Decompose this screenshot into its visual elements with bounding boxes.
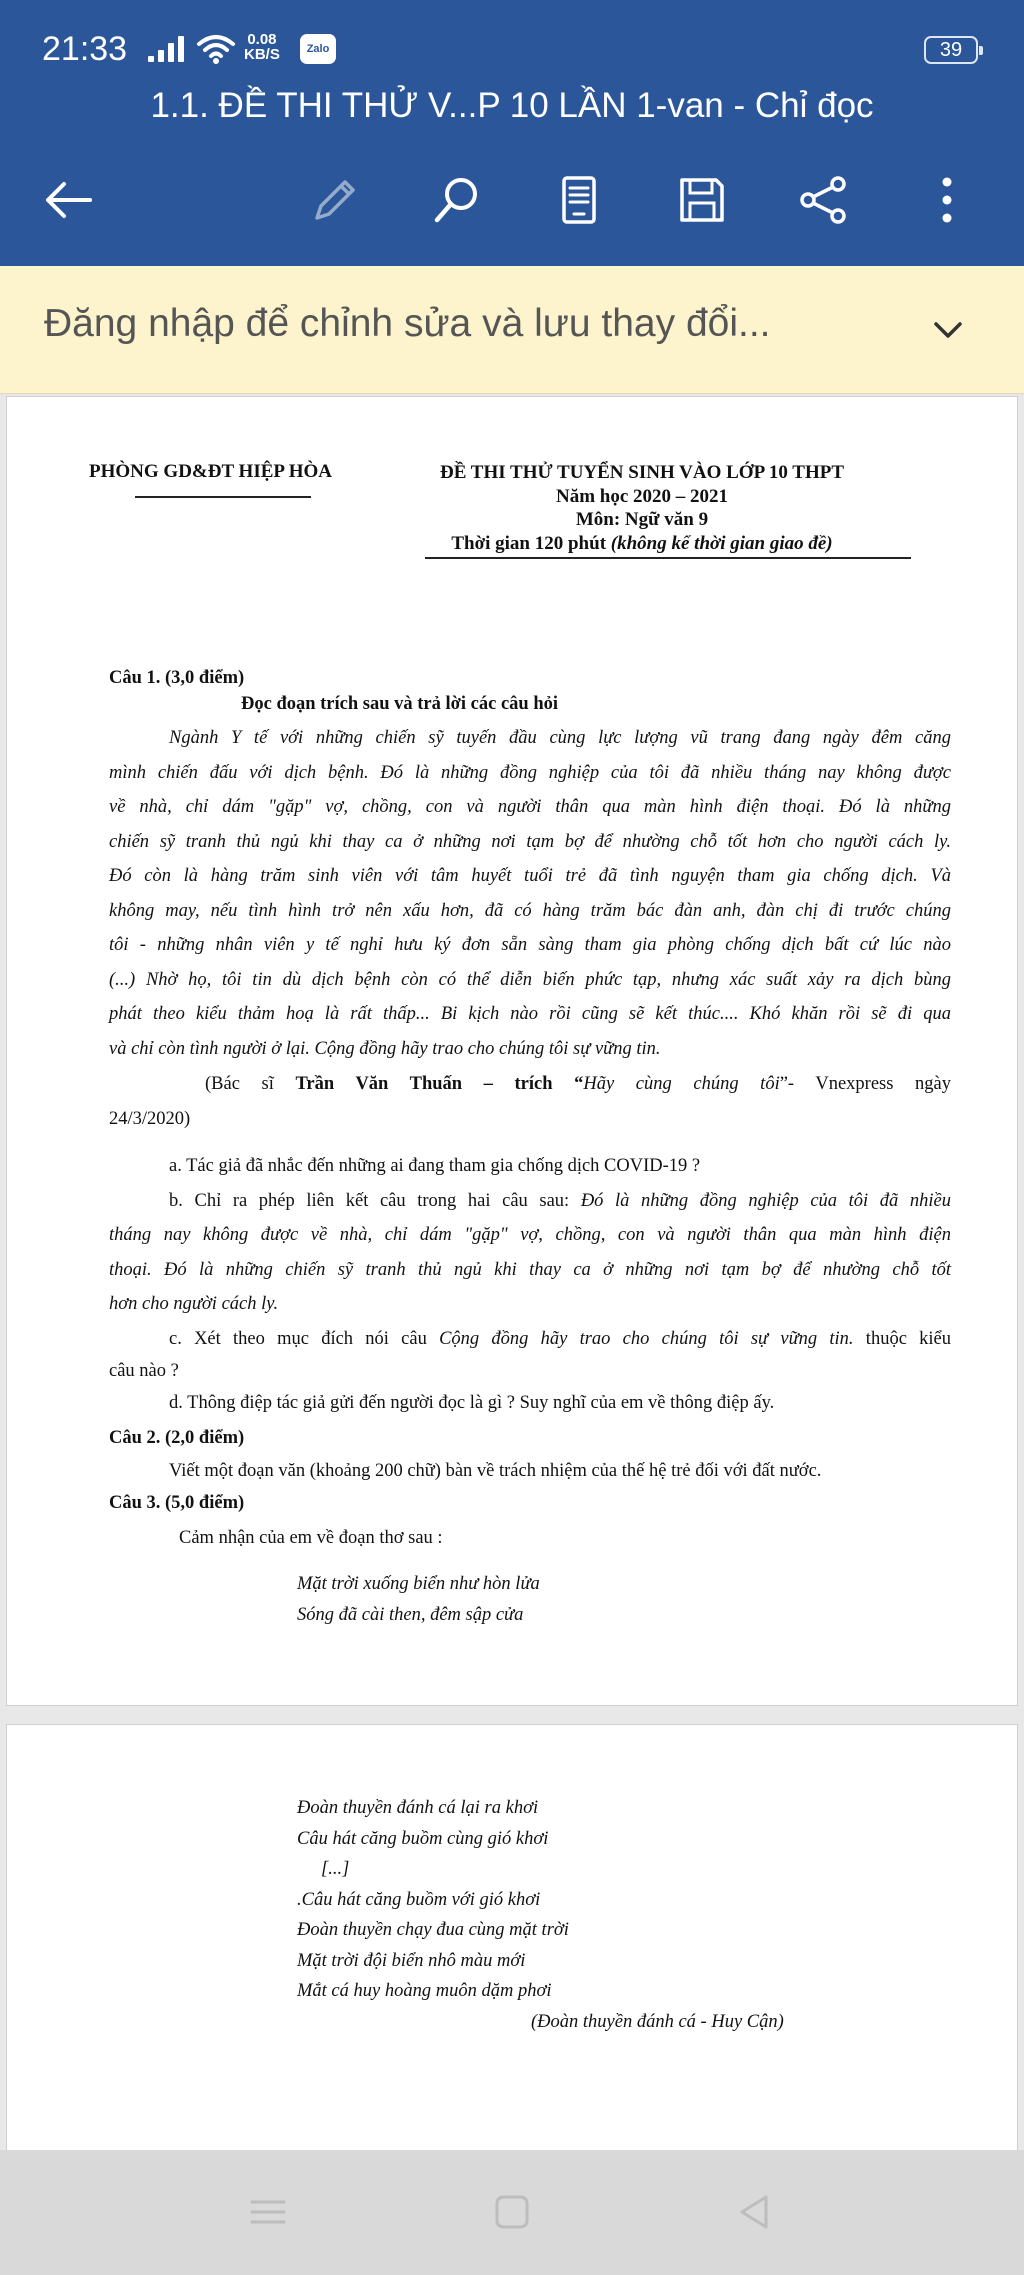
passage-line: mình chiến đấu với dịch bệnh. Đó là những đồng nghiệp của tôi đã nhiều tháng nay không được [109,762,951,783]
passage-line: Đó còn là hàng trăm sinh viên với tâm huyết tuổi trẻ đã tình nguyện tham gia chống dịch. Và [109,866,951,886]
status-bar [0,0,1024,100]
question-1-instruction: Đọc đoạn trích sau và trả lời các câu hỏi [241,693,559,714]
exam-time: Thời gian 120 phút (không kể thời gian giao đề) [451,532,833,554]
zalo-notification-icon: Zalo [300,34,336,64]
pencil-icon [307,172,363,228]
poem-line: Mắt cá huy hoàng muôn dặm phơi [297,1981,552,2001]
share-icon [796,172,852,228]
poem-line: [...] [321,1859,350,1879]
share-button[interactable] [792,168,856,232]
home-button[interactable] [484,2184,540,2240]
passage [109,721,951,1066]
poem-line: Đoàn thuyền đánh cá lại ra khơi [297,1798,539,1818]
question-3-text: Cảm nhận của em về đoạn thơ sau : [179,1527,443,1548]
save-icon [674,172,730,228]
battery-icon: 39 [924,36,978,64]
network-speed: 0.08 KB/S [244,31,280,63]
poem-line: Mặt trời xuống biển như hòn lửa [297,1574,540,1594]
more-options-button[interactable] [915,168,979,232]
question-1-block [109,661,951,721]
document-page-1 [6,396,1018,1706]
exam-header-underline [425,557,911,559]
school-year: Năm học 2020 – 2021 [555,485,729,507]
banner-text: Đăng nhập để chỉnh sửa và lưu thay đổi... [44,302,771,345]
sign-in-banner[interactable] [0,266,1024,394]
reading-view-button[interactable] [547,168,611,232]
passage-source: (Bác sĩ Trần Văn Thuấn – trích “Hãy cùng chúng tôi”- Vnexpress ngày 24/3/2020) [109,1074,952,1129]
org-name: PHÒNG GD&ĐT HIỆP HÒA [89,461,332,482]
home-icon [492,2192,532,2232]
passage-line: chiến sỹ tranh thủ ngủ khi thay ca ở những nơi tạm bợ để nhường chỗ tốt hơn cho người cách ly. [109,831,951,852]
poem-line: .Câu hát căng buồm với gió khơi [297,1889,541,1910]
system-nav-bar [0,2150,1024,2275]
banner-expand-button[interactable] [920,302,976,358]
document-page-2 [6,1724,1018,2164]
poem-line: Đoàn thuyền chạy đua cùng mặt trời [297,1920,569,1940]
wifi-icon [196,32,236,66]
passage-line: về nhà, chỉ dám "gặp" vợ, chồng, con và người thân qua màn hình điện thoại. Đó là những [109,797,951,817]
poem-line: Câu hát căng buồm cùng gió khơi [297,1828,549,1849]
question-1b: b. Chỉ ra phép liên kết câu trong hai câu sau: Đó là những đồng nghiệp của tôi đã nhiều [169,1190,951,1211]
question-1c: c. Xét theo mục đích nói câu Cộng đồng hãy trao cho chúng tôi sự vững tin. thuộc kiểu [169,1328,951,1349]
system-back-button[interactable] [726,2184,782,2240]
passage-line: tôi - những nhân viên y tế nghỉ hưu ký đơn sẵn sàng tham gia phòng chống dịch bất cứ lúc nào [109,935,951,955]
more-icon [919,172,975,228]
poem-part-1 [297,1569,540,1630]
reading-mode-icon [551,172,607,228]
save-button[interactable] [670,168,734,232]
search-icon [429,172,485,228]
question-1a: a. Tác giả đã nhắc đến những ai đang tham gia chống dịch COVID-19 ? [169,1156,701,1176]
search-button[interactable] [425,168,489,232]
passage-line: (...) Nhờ họ, tôi tin dù dịch bệnh còn có thể diễn biến phức tạp, nhưng xác suất xảy ra dịch bùng [109,969,951,990]
signal-icon [146,34,188,64]
back-arrow-icon [40,172,96,228]
subject: Môn: Ngữ văn 9 [575,509,709,530]
question-1d: d. Thông điệp tác giả gửi đến người đọc là gì ? Suy nghĩ của em về thông điệp ấy. [169,1393,775,1413]
back-button[interactable] [36,168,100,232]
recent-apps-button[interactable] [240,2184,296,2240]
document-title: 1.1. ĐỀ THI THỬ V...P 10 LẦN 1-van - Chỉ đọc [150,86,874,125]
passage-line: không may, nếu tình hình trở nên xấu hơn, đã có hàng trăm bác đàn anh, đàn chị đi trước chúng [109,900,951,921]
back-icon [734,2192,774,2232]
org-underline [135,496,311,498]
question-2-block [109,1421,951,1555]
question-1-parts: a. Tác giả đã nhắc đến những ai đang tham gia chống dịch COVID-19 ? b. Chỉ ra phép liên kết câu trong hai câu sau: Đó là những đồng nghiệp của tôi đã nhiều tháng nay không được về nhà, chỉ dám "gặp" vợ, chồng, con và người thân qua màn hình điện thoại. Đó là những chiến sỹ tranh thủ ngủ khi thay ca ở những nơi tạm bợ để nhường chỗ tốt hơn cho người cách ly. c. Xét theo mục đích nói câu Cộng đồng hãy trao cho chúng tôi sự vững tin. thuộc kiểu câu nào ? d. Thông điệp tác giả gửi đến người đọc là gì ? Suy nghĩ của em về thông điệp ấy. [109,1149,951,1420]
poem-source: (Đoàn thuyền đánh cá - Huy Cận) [531,2011,784,2032]
question-3-heading: Câu 3. (5,0 điểm) [109,1493,245,1513]
menu-icon [248,2192,288,2232]
question-2-text: Viết một đoạn văn (khoảng 200 chữ) bàn về trách nhiệm của thế hệ trẻ đối với đất nước. [169,1460,822,1481]
poem-part-2 [297,1793,784,2037]
exam-header [403,461,881,555]
question-1-heading: Câu 1. (3,0 điểm) [109,668,245,688]
question-2-heading: Câu 2. (2,0 điểm) [109,1428,245,1448]
app-header [0,0,1024,266]
status-time: 21:33 [42,30,128,68]
poem-line: Mặt trời đội biển nhô màu mới [297,1950,526,1971]
passage-line: Ngành Y tế với những chiến sỹ tuyến đầu cùng lực lượng vũ trang đang ngày đêm căng [169,728,951,748]
passage-line: và chỉ còn tình người ở lại. Cộng đồng hãy trao cho chúng tôi sự vững tin. [109,1038,661,1059]
passage-line: phát theo kiểu thảm hoạ là rất thấp... Bi kịch nào rồi cũng sẽ kết thúc.... Khó khăn rồi sẽ đi qua [109,1004,951,1024]
chevron-down-icon [928,310,968,350]
exam-title: ĐỀ THI THỬ TUYỂN SINH VÀO LỚP 10 THPT [439,462,845,483]
edit-button[interactable] [303,168,367,232]
poem-line: Sóng đã cài then, đêm sập cửa [297,1604,524,1625]
